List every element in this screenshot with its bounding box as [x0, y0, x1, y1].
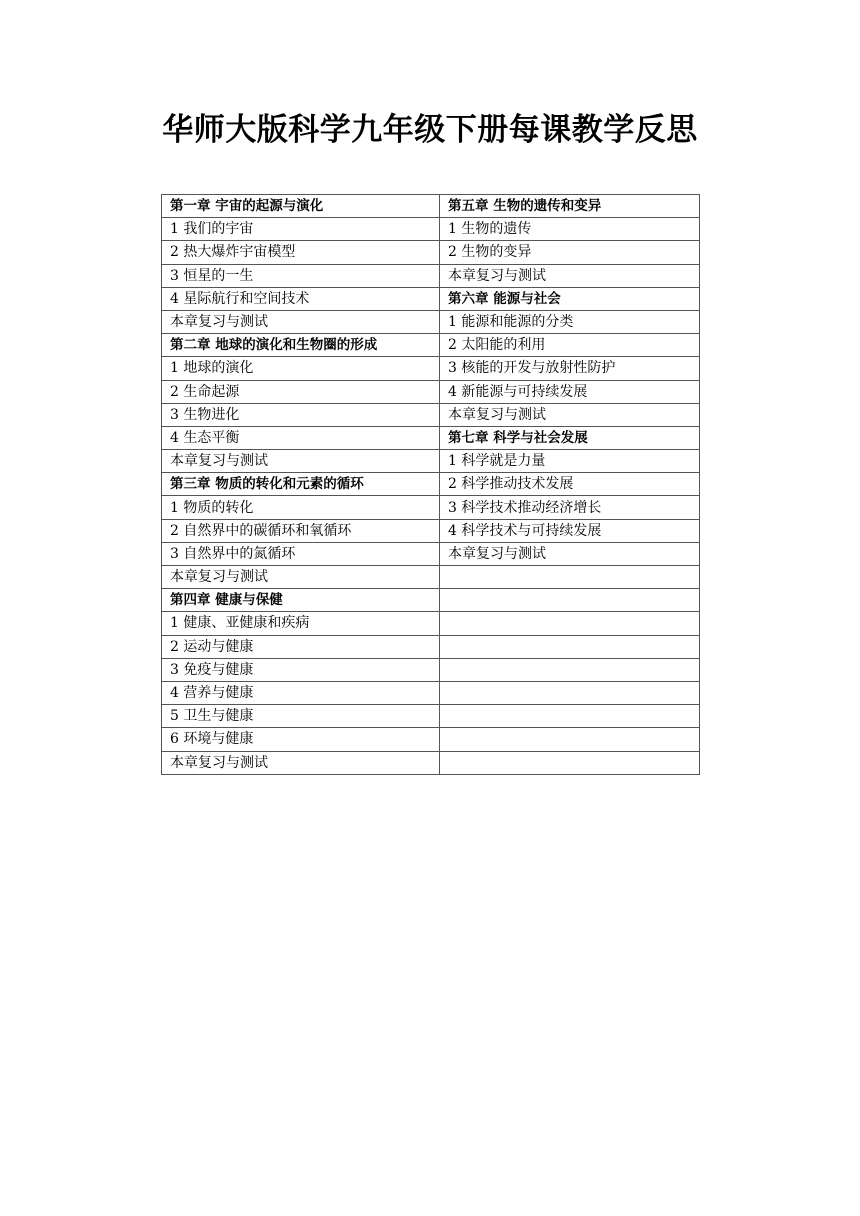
lesson-cell: 2 太阳能的利用 — [440, 334, 700, 357]
lesson-cell: 2 自然界中的碳循环和氧循环 — [162, 519, 440, 542]
empty-cell — [440, 751, 700, 774]
table-row — [162, 380, 700, 403]
lesson-cell: 6 环境与健康 — [162, 728, 440, 751]
table-row — [162, 357, 700, 380]
lesson-cell: 1 地球的演化 — [162, 357, 440, 380]
lesson-cell: 3 核能的开发与放射性防护 — [440, 357, 700, 380]
table-row — [162, 728, 700, 751]
lesson-cell: 4 生态平衡 — [162, 426, 440, 449]
table-row — [162, 334, 700, 357]
lesson-cell: 2 生物的变异 — [440, 241, 700, 264]
chapter-heading-cell: 第七章 科学与社会发展 — [440, 426, 700, 449]
table-row — [162, 751, 700, 774]
chapter-heading-cell: 第二章 地球的演化和生物圈的形成 — [162, 334, 440, 357]
table-row — [162, 426, 700, 449]
lesson-cell: 本章复习与测试 — [162, 566, 440, 589]
table-row — [162, 681, 700, 704]
empty-cell — [440, 635, 700, 658]
table-row — [162, 473, 700, 496]
empty-cell — [440, 566, 700, 589]
chapter-heading-cell: 第三章 物质的转化和元素的循环 — [162, 473, 440, 496]
table-row — [162, 566, 700, 589]
lesson-cell: 1 物质的转化 — [162, 496, 440, 519]
lesson-cell: 4 营养与健康 — [162, 681, 440, 704]
lesson-cell: 本章复习与测试 — [440, 264, 700, 287]
chapter-heading-cell: 第一章 宇宙的起源与演化 — [162, 195, 440, 218]
lesson-cell: 3 自然界中的氮循环 — [162, 542, 440, 565]
empty-cell — [440, 658, 700, 681]
contents-table — [161, 194, 700, 775]
lesson-cell: 1 健康、亚健康和疾病 — [162, 612, 440, 635]
empty-cell — [440, 681, 700, 704]
lesson-cell: 本章复习与测试 — [162, 310, 440, 333]
contents-table-body — [162, 195, 700, 775]
lesson-cell: 4 新能源与可持续发展 — [440, 380, 700, 403]
lesson-cell: 2 生命起源 — [162, 380, 440, 403]
lesson-cell: 2 热大爆炸宇宙模型 — [162, 241, 440, 264]
table-row — [162, 496, 700, 519]
lesson-cell: 1 我们的宇宙 — [162, 218, 440, 241]
empty-cell — [440, 612, 700, 635]
table-row — [162, 612, 700, 635]
lesson-cell: 本章复习与测试 — [440, 542, 700, 565]
table-row — [162, 287, 700, 310]
empty-cell — [440, 589, 700, 612]
table-row — [162, 542, 700, 565]
lesson-cell: 4 星际航行和空间技术 — [162, 287, 440, 310]
table-row — [162, 403, 700, 426]
table-row — [162, 519, 700, 542]
table-row — [162, 218, 700, 241]
lesson-cell: 3 免疫与健康 — [162, 658, 440, 681]
table-row — [162, 658, 700, 681]
lesson-cell: 3 恒星的一生 — [162, 264, 440, 287]
lesson-cell: 3 科学技术推动经济增长 — [440, 496, 700, 519]
table-row — [162, 264, 700, 287]
lesson-cell: 1 能源和能源的分类 — [440, 310, 700, 333]
lesson-cell: 5 卫生与健康 — [162, 705, 440, 728]
lesson-cell: 本章复习与测试 — [162, 751, 440, 774]
empty-cell — [440, 728, 700, 751]
table-row — [162, 241, 700, 264]
lesson-cell: 3 生物进化 — [162, 403, 440, 426]
lesson-cell: 2 科学推动技术发展 — [440, 473, 700, 496]
table-row — [162, 705, 700, 728]
table-row — [162, 195, 700, 218]
lesson-cell: 1 科学就是力量 — [440, 450, 700, 473]
lesson-cell: 4 科学技术与可持续发展 — [440, 519, 700, 542]
lesson-cell: 2 运动与健康 — [162, 635, 440, 658]
table-row — [162, 310, 700, 333]
table-row — [162, 635, 700, 658]
chapter-heading-cell: 第五章 生物的遗传和变异 — [440, 195, 700, 218]
lesson-cell: 1 生物的遗传 — [440, 218, 700, 241]
empty-cell — [440, 705, 700, 728]
chapter-heading-cell: 第六章 能源与社会 — [440, 287, 700, 310]
table-row — [162, 450, 700, 473]
lesson-cell: 本章复习与测试 — [440, 403, 700, 426]
lesson-cell: 本章复习与测试 — [162, 450, 440, 473]
chapter-heading-cell: 第四章 健康与保健 — [162, 589, 440, 612]
document-title: 华师大版科学九年级下册每课教学反思 — [162, 112, 698, 148]
table-row — [162, 589, 700, 612]
